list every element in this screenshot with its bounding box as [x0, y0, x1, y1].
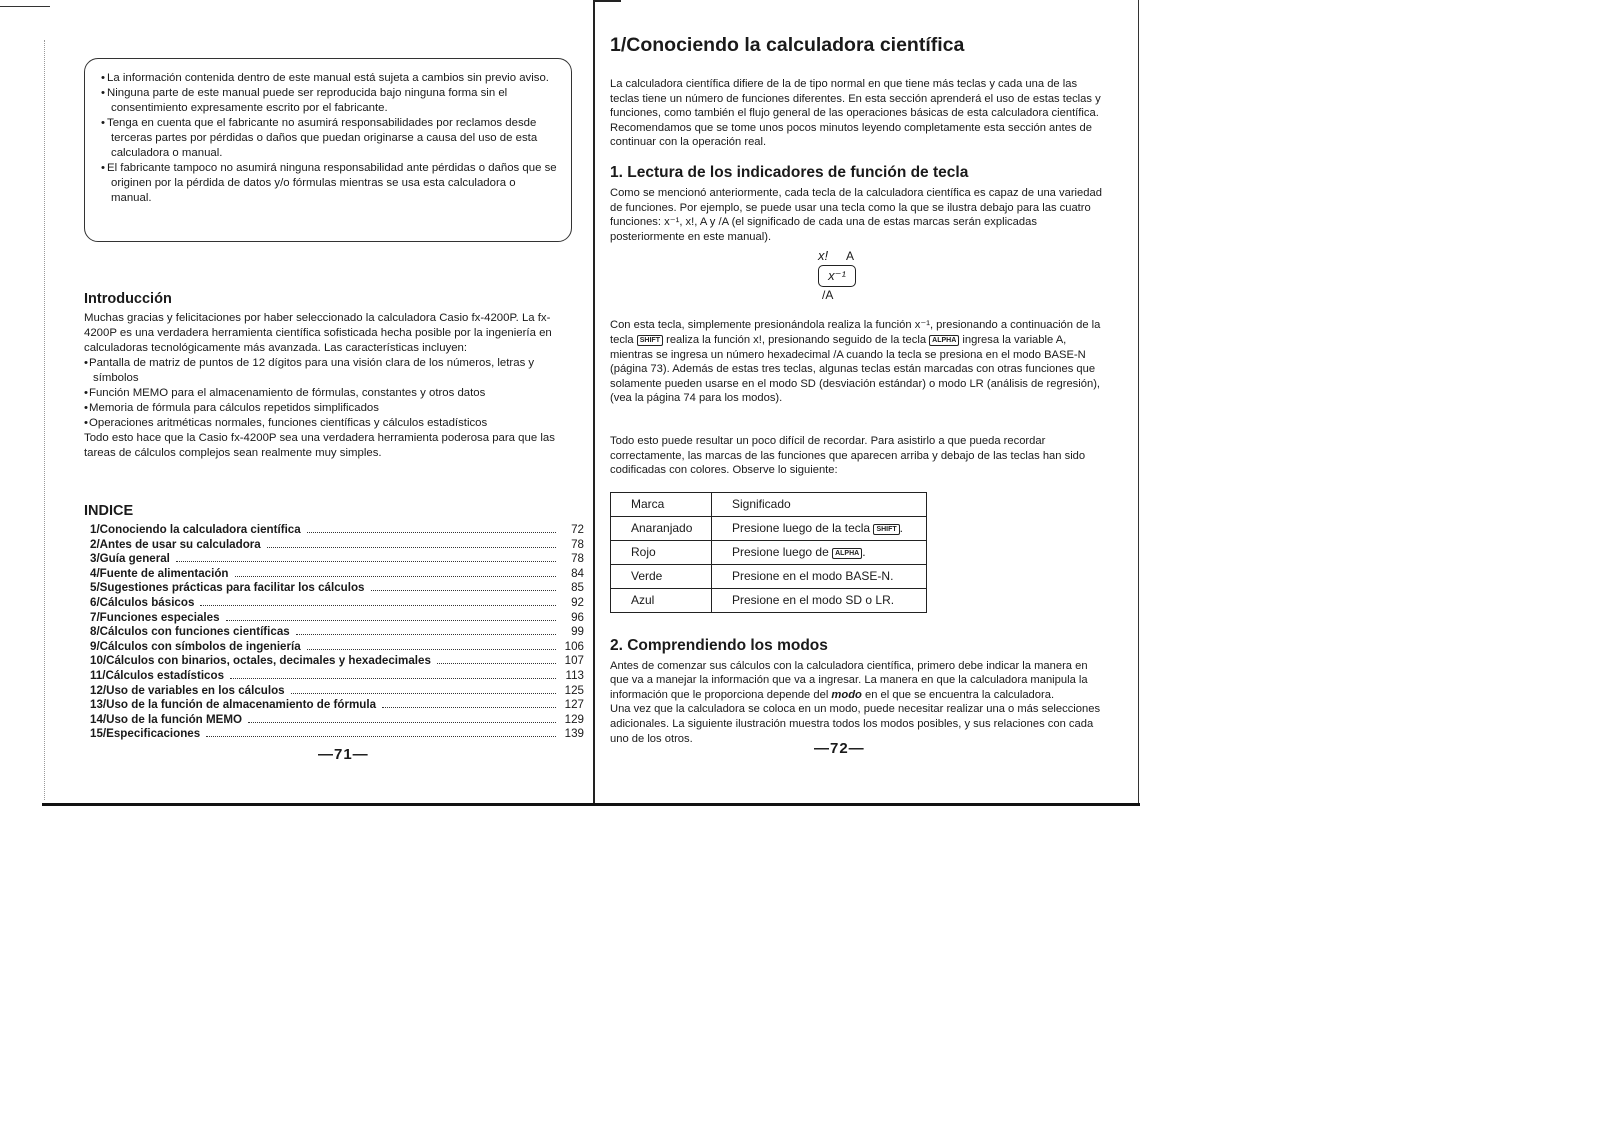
- table-of-contents: [84, 503, 584, 742]
- key-base-n-function-label: /A: [822, 288, 834, 303]
- toc-entry-page: 127: [564, 698, 584, 712]
- mark-cell: Azul: [611, 588, 712, 612]
- toc-entry: [90, 596, 584, 611]
- toc-entry-title: 15/Especificaciones: [90, 727, 201, 741]
- toc-entry-title: 4/Fuente de alimentación: [90, 566, 229, 580]
- meaning-text: Presione en el modo BASE-N.: [732, 569, 894, 584]
- text-run: en el que se encuentra la calculadora.: [864, 688, 1055, 701]
- toc-entry-page: 139: [564, 727, 584, 741]
- indice-heading: INDICE: [84, 503, 134, 519]
- introduction-paragraph: Muchas gracias y felicitaciones por haber seleccionado la calculadora Casio fx-4200P. La fx-4200P es una verdadera herramienta científica sofisticada hecha posible por la ingeniería en calculadoras tecnológicamente más avanzada. Las características incluyen:: [84, 312, 552, 354]
- table-row: [611, 540, 927, 564]
- toc-list: [84, 523, 584, 742]
- meaning-cell: [712, 564, 927, 588]
- reciprocal-key-icon: x⁻¹: [818, 265, 856, 287]
- text-run: Antes de comenzar sus cálculos con la calculadora científica, primero debe indicar la manera en que va a manejar la información que va a ingresar. La manera en que la calculadora manipula la información que le proporciona depende del: [610, 659, 1088, 701]
- feature-bullet: • Pantalla de matriz de puntos de 12 dígitos para una visión clara de los números, letras y símbolos: [84, 356, 582, 386]
- toc-entry: [90, 684, 584, 699]
- meaning-suffix: .: [899, 521, 904, 536]
- mark-cell: Verde: [611, 564, 712, 588]
- toc-entry-page: 113: [565, 668, 584, 682]
- toc-leader-dots: [291, 693, 556, 694]
- toc-entry: [90, 523, 584, 538]
- key-illustration: [808, 248, 868, 306]
- section1-paragraph2: [610, 318, 1104, 406]
- meaning-text: Presione luego de: [732, 545, 829, 560]
- page-number-left: —71—: [318, 746, 369, 763]
- notice-item: • Tenga en cuenta que el fabricante no asumirá responsabilidades por reclamos desde terceras partes por pérdidas o daños que puedan originarse a causa del uso de esta calculadora o manual.: [101, 116, 557, 161]
- toc-entry-title: 9/Cálculos con símbolos de ingeniería: [90, 639, 301, 653]
- key-alpha-function-label: A: [846, 249, 855, 264]
- emphasis-text: modo: [831, 688, 862, 701]
- toc-leader-dots: [200, 605, 556, 606]
- toc-entry-title: 2/Antes de usar su calculadora: [90, 537, 261, 551]
- meaning-cell: [712, 588, 927, 612]
- introduction-section: [84, 291, 582, 461]
- toc-entry-title: 11/Cálculos estadísticos: [90, 668, 225, 682]
- toc-entry-title: 6/Cálculos básicos: [90, 595, 195, 609]
- section2-heading: 2. Comprendiendo los modos: [610, 636, 828, 654]
- shift-key-icon: SHIFT: [637, 335, 663, 346]
- toc-entry-page: 78: [571, 537, 584, 551]
- meaning-cell: [712, 540, 927, 564]
- toc-leader-dots: [307, 532, 556, 533]
- scan-edge-line: [0, 6, 50, 7]
- notice-item: • La información contenida dentro de este manual está sujeta a cambios sin previo aviso.: [101, 71, 557, 86]
- table-header-row: [611, 492, 927, 516]
- alpha-key-icon: ALPHA: [832, 548, 862, 559]
- toc-entry-title: 12/Uso de variables en los cálculos: [90, 683, 285, 697]
- meaning-cell: [712, 516, 927, 540]
- table-row: [611, 588, 927, 612]
- text-run: ingresa la variable A, mientras se ingresa un número hexadecimal /A cuando la tecla se presiona en el modo BASE-N (página 73). Además de estas tres teclas, algunas teclas están marcadas con otras funciones que solamente pueden usarse en el modo SD (desviación estándar) o modo LR (análisis de regresión), (vea la página 74 para los modos).: [610, 333, 1101, 405]
- text-run: Con esta tecla, simplemente presionándola realiza la función x⁻¹, presionando a continuación de la tecla: [610, 319, 1101, 346]
- page-edge-line: [1138, 0, 1139, 806]
- toc-leader-dots: [226, 620, 556, 621]
- toc-entry: [90, 698, 584, 713]
- right-page: [610, 34, 1104, 746]
- toc-leader-dots: [248, 722, 556, 723]
- notice-item: • El fabricante tampoco no asumirá ninguna responsabilidad ante pérdidas o daños que se originen por la pérdida de datos y/o fórmulas mientras se usa esta calculadora o manual.: [101, 161, 557, 206]
- toc-entry: [90, 581, 584, 596]
- toc-entry-title: 8/Cálculos con funciones científicas: [90, 625, 290, 639]
- feature-bullet: • Operaciones aritméticas normales, funciones científicas y cálculos estadísticos: [84, 416, 582, 431]
- toc-entry: [90, 625, 584, 640]
- toc-entry-title: 7/Funciones especiales: [90, 610, 220, 624]
- mark-cell: Rojo: [611, 540, 712, 564]
- toc-entry: [90, 669, 584, 684]
- table-row: [611, 564, 927, 588]
- toc-entry-title: 5/Sugestiones prácticas para facilitar los cálculos: [90, 581, 365, 595]
- toc-leader-dots: [307, 649, 556, 650]
- table-header-cell: Significado: [712, 492, 927, 516]
- toc-leader-dots: [371, 590, 556, 591]
- section1-paragraph: Como se mencionó anteriormente, cada tecla de la calculadora científica es capaz de una variedad de funciones. Por ejemplo, se puede usar una tecla como la que se ilustra debajo para las cuatro funciones: x⁻¹, x!, A y /A (el significado de cada una de estas marcas serán explicadas posteriormente en este manual).: [610, 186, 1102, 243]
- toc-leader-dots: [437, 663, 556, 664]
- toc-entry-page: 78: [571, 552, 584, 566]
- toc-entry: [90, 654, 584, 669]
- key-shift-function-label: x!: [818, 248, 829, 264]
- section2-paragraph2: Una vez que la calculadora se coloca en un modo, puede necesitar realizar una o más selecciones adicionales. La siguiente ilustración muestra todos los modos posibles, y sus relaciones con cada uno de los otros.: [610, 703, 1101, 745]
- toc-leader-dots: [382, 707, 556, 708]
- notice-item: • Ninguna parte de este manual puede ser reproducida bajo ninguna forma sin el consentimiento expresamente escrito por el fabricante.: [101, 86, 557, 116]
- section1-heading: 1. Lectura de los indicadores de función de tecla: [610, 163, 969, 181]
- toc-entry-title: 3/Guía general: [90, 552, 170, 566]
- toc-entry: [90, 640, 584, 655]
- toc-entry-page: 72: [571, 523, 584, 536]
- toc-entry-page: 85: [571, 581, 584, 595]
- toc-entry: [90, 713, 584, 728]
- bottom-edge-line: [42, 803, 1140, 806]
- table-row: [611, 516, 927, 540]
- section2-paragraph: [610, 659, 1104, 703]
- table-body: [611, 516, 927, 612]
- introduction-closing: Todo esto hace que la Casio fx-4200P sea una verdadera herramienta poderosa para que las tareas de cálculos complejos sean realmente muy simples.: [84, 432, 555, 459]
- chapter-title: 1/Conociendo la calculadora científica: [610, 34, 965, 56]
- meaning-text: Presione luego de la tecla: [732, 521, 871, 536]
- introduction-heading: Introducción: [84, 291, 172, 307]
- toc-entry: [90, 538, 584, 553]
- toc-leader-dots: [230, 678, 556, 679]
- toc-entry-page: 96: [571, 610, 584, 624]
- scan-margin-marks: [44, 40, 46, 800]
- toc-entry-page: 99: [571, 625, 584, 639]
- toc-leader-dots: [235, 576, 556, 577]
- toc-leader-dots: [206, 736, 556, 737]
- feature-bullet: • Memoria de fórmula para cálculos repetidos simplificados: [84, 401, 582, 416]
- chapter-intro: La calculadora científica difiere de la de tipo normal en que tiene más teclas y cada una de las teclas tiene un número de funciones diferentes. En esta sección aprenderá el uso de estas teclas y funciones, como también el flujo general de las operaciones básicas de esta calculadora científica. Recomendamos que se tome unos pocos minutos leyendo completamente esta sección antes de continuar con la operación real.: [610, 78, 1101, 149]
- toc-entry-title: 13/Uso de la función de almacenamiento de fórmula: [90, 698, 377, 712]
- alpha-key-icon: ALPHA: [929, 335, 959, 346]
- toc-leader-dots: [267, 547, 556, 548]
- toc-entry-page: 107: [564, 654, 584, 668]
- notice-box: [84, 58, 572, 242]
- toc-entry-title: 10/Cálculos con binarios, octales, decimales y hexadecimales: [90, 654, 431, 668]
- mark-cell: Anaranjado: [611, 516, 712, 540]
- toc-entry-page: 84: [571, 566, 584, 580]
- toc-leader-dots: [296, 634, 556, 635]
- text-run: realiza la función x!, presionando seguido de la tecla: [666, 333, 927, 346]
- meaning-text: Presione en el modo SD o LR.: [732, 593, 895, 608]
- toc-entry-page: 106: [564, 639, 584, 653]
- gutter-line: [593, 0, 595, 806]
- section1-paragraph3: Todo esto puede resultar un poco difícil de recordar. Para asistirlo a que pueda recordar correctamente, las marcas de las funciones que aparecen arriba y debajo de las teclas han sido codificadas con colores. Observe lo siguiente:: [610, 434, 1086, 477]
- toc-entry-page: 125: [564, 683, 584, 697]
- table-header-cell: Marca: [611, 492, 712, 516]
- toc-entry-title: 14/Uso de la función MEMO: [90, 712, 243, 726]
- toc-entry: [90, 552, 584, 567]
- toc-entry-page: 92: [571, 595, 584, 609]
- toc-entry: [90, 727, 584, 742]
- toc-entry: [90, 567, 584, 582]
- feature-bullet: • Función MEMO para el almacenamiento de fórmulas, constantes y otros datos: [84, 386, 582, 401]
- meaning-suffix: .: [862, 545, 866, 560]
- toc-entry-page: 129: [564, 712, 584, 726]
- toc-leader-dots: [176, 561, 556, 562]
- shift-key-icon: SHIFT: [873, 524, 899, 535]
- page-number-right: —72—: [814, 740, 865, 757]
- toc-entry: [90, 611, 584, 626]
- toc-entry-title: 1/Conociendo la calculadora científica: [90, 523, 301, 536]
- color-code-table: [610, 492, 927, 613]
- gutter-tick: [593, 0, 621, 2]
